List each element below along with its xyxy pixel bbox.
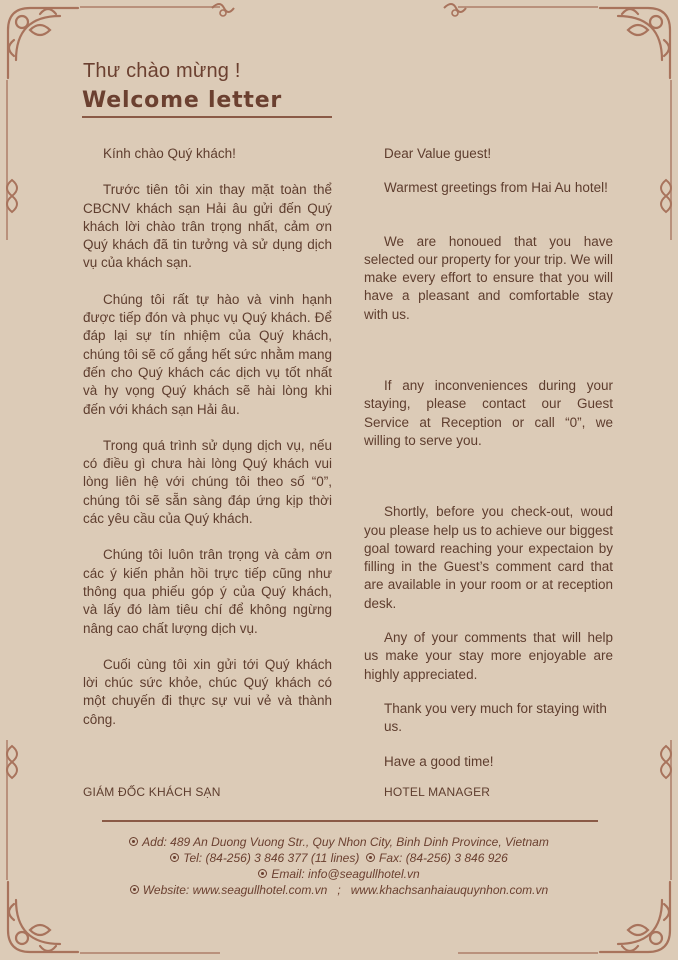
side-motif-right-icon (654, 176, 678, 216)
border-right-top-rule (670, 80, 672, 240)
signature-title-en: HOTEL MANAGER (384, 785, 491, 799)
en-greeting: Dear Value guest! (384, 146, 492, 161)
bullet-icon (170, 853, 179, 862)
border-left-top-rule (6, 80, 8, 240)
email-text[interactable]: Email: info@seagullhotel.vn (271, 867, 420, 881)
border-top-right-rule (458, 6, 598, 8)
vietnamese-letter-column (83, 145, 332, 729)
en-paragraph: If any inconveniences during your staying, please contact our Guest Service at Reception or call “0”, we willing to serve you. (364, 378, 613, 448)
vn-paragraph: Trong quá trình sử dụng dịch vụ, nếu có điều gì chưa hài lòng Quý khách vui lòng liên hệ với chúng tôi theo số “0”, chúng tôi sẽ sẵn sàng đáp ứng kịp thời các yêu cầu của Quý khách. (83, 437, 332, 527)
corner-ornament-top-right-icon (598, 0, 678, 80)
side-motif-right-lower-icon (654, 742, 678, 782)
en-paragraph: Shortly, before you check-out, woud you please help us to achieve our biggest goal toward reaching your expectaion by filling in the Guest’s comment card that are available in your room or at reception desk. (364, 504, 613, 611)
side-motif-left-icon (0, 176, 24, 216)
bullet-icon (366, 853, 375, 862)
address-line (0, 834, 678, 850)
corner-ornament-top-left-icon (0, 0, 80, 80)
website-line (0, 882, 678, 898)
heading-english: Welcome letter (82, 88, 283, 113)
website-link-2[interactable]: www.khachsanhaiauquynhon.com.vn (350, 883, 549, 897)
bullet-icon (129, 837, 138, 846)
vn-paragraph: Chúng tôi rất tự hào và vinh hạnh được tiếp đón và phục vụ Quý khách. Để đáp lại sự tín nhiệm của Quý khách, chúng tôi sẽ cố gắng hết sức nhằm mang đến cho Quý khách các dịch vụ tốt nhất và hy vọng Quý khách sẽ hài lòng khi đến với khách sạn Hải âu. (83, 291, 332, 417)
bullet-icon (130, 885, 139, 894)
website-link-1[interactable]: www.seagullhotel.com.vn (192, 883, 328, 897)
side-motif-left-lower-icon (0, 742, 24, 782)
top-scroll-motif-right-icon (440, 0, 470, 22)
vn-paragraph: Chúng tôi luôn trân trọng và cảm ơn các ý kiến phản hồi trực tiếp cũng như thông qua phiếu góp ý của Quý khách, và lấy đó làm tiêu chí để không ngừng nâng cao chất lượng dịch vụ. (83, 547, 332, 636)
tel-text: Tel: (84-256) 3 846 377 (11 lines) (183, 851, 360, 865)
en-thanks: Thank you very much for staying with us. (384, 700, 607, 735)
website-separator: ; (337, 883, 341, 897)
phone-line (0, 850, 678, 866)
signature-title-vn: GIÁM ĐỐC KHÁCH SẠN (83, 785, 221, 799)
en-greeting-line: Warmest greetings from Hai Au hotel! (384, 180, 608, 196)
en-paragraph: Any of your comments that will help us make your stay more enjoyable are highly appreciated. (364, 630, 613, 682)
vn-paragraph: Cuối cùng tôi xin gửi tới Quý khách lời chúc sức khỏe, chúc Quý khách có một chuyến đi thực sự vui vẻ và thành công. (83, 656, 332, 727)
border-bottom-right-rule (458, 952, 598, 954)
heading-vietnamese: Thư chào mừng ! (83, 60, 241, 82)
address-text: Add: 489 An Duong Vuong Str., Quy Nhon City, Binh Dinh Province, Vietnam (142, 835, 549, 849)
en-paragraph: We are honoued that you have selected our property for your trip. We will make every effort to ensure that you will have a pleasant and comfortable stay with us. (364, 233, 613, 322)
border-top-left-rule (80, 6, 220, 8)
border-bottom-left-rule (80, 952, 220, 954)
vn-paragraph: Trước tiên tôi xin thay mặt toàn thể CBCNV khách sạn Hải âu gửi đến Quý khách lời chào trân trọng nhất, cảm ơn Quý khách đã tin tưởng và sử dụng dịch vụ của khách sạn. (83, 182, 332, 271)
top-scroll-motif-left-icon (208, 0, 238, 22)
english-letter-column (364, 145, 613, 771)
footer-divider (102, 820, 598, 822)
fax-text: Fax: (84-256) 3 846 926 (379, 851, 508, 865)
vn-greeting: Kính chào Quý khách! (103, 146, 236, 161)
bullet-icon (258, 869, 267, 878)
email-line (0, 866, 678, 882)
contact-footer (0, 834, 678, 898)
heading-underline (82, 116, 332, 118)
website-label: Website: (142, 883, 190, 897)
en-closing: Have a good time! (384, 753, 494, 769)
